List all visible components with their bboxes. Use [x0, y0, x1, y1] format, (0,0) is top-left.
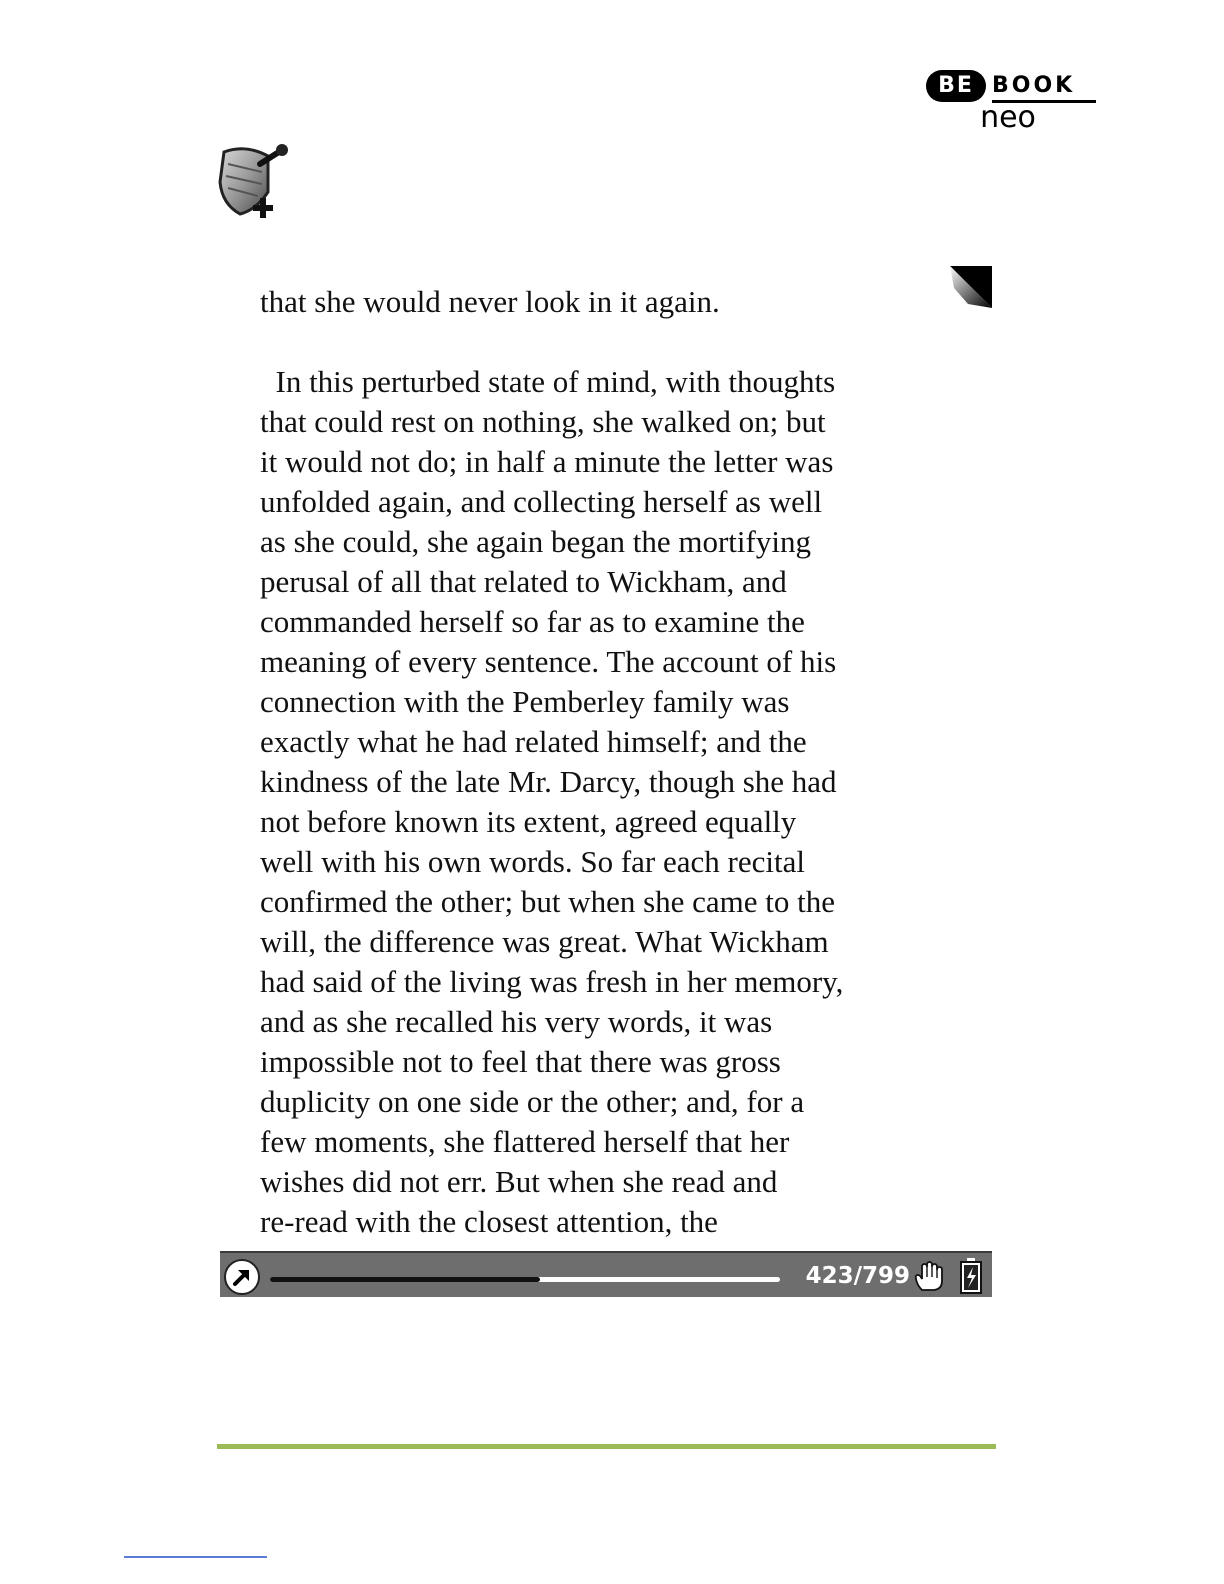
text-line: not before known its extent, agreed equally: [260, 804, 797, 839]
text-line: it would not do; in half a minute the letter was: [260, 444, 834, 479]
text-line: well with his own words. So far each recital: [260, 844, 805, 879]
logo-model: neo: [980, 100, 1036, 135]
status-bar: [220, 1251, 992, 1297]
goto-page-button[interactable]: [224, 1259, 260, 1295]
add-bookmark-button[interactable]: [216, 142, 292, 220]
footnote-separator: [124, 1556, 267, 1558]
book-page-text: [260, 282, 960, 1242]
text-line: re-read with the closest attention, the: [260, 1204, 718, 1239]
hand-tool-button[interactable]: [912, 1259, 946, 1293]
text-line: perusal of all that related to Wickham, and: [260, 564, 787, 599]
text-line: kindness of the late Mr. Darcy, though she had: [260, 764, 837, 799]
footer-divider: [217, 1444, 996, 1449]
text-line: that she would never look in it again.: [260, 284, 720, 319]
bookmark-add-icon: [216, 142, 292, 220]
text-line: connection with the Pemberley family was: [260, 684, 790, 719]
text-line: exactly what he had related himself; and the: [260, 724, 807, 759]
text-line: few moments, she flattered herself that her: [260, 1124, 790, 1159]
text-line: will, the difference was great. What Wickham: [260, 924, 829, 959]
goto-arrow-icon: [226, 1261, 258, 1293]
text-line: wishes did not err. But when she read and: [260, 1164, 778, 1199]
logo-word: BOOK: [992, 72, 1096, 103]
text-line: commanded herself so far as to examine the: [260, 604, 805, 639]
reading-progress-fill: [270, 1277, 540, 1282]
text-line: and as she recalled his very words, it was: [260, 1004, 773, 1039]
reading-progress-bar[interactable]: [270, 1277, 780, 1282]
text-line: In this perturbed state of mind, with thoughts: [260, 364, 836, 399]
bebook-neo-logo: [926, 68, 1096, 138]
text-line: that could rest on nothing, she walked on; but: [260, 404, 826, 439]
text-line: had said of the living was fresh in her memory,: [260, 964, 844, 999]
text-line: as she could, she again began the mortifying: [260, 524, 811, 559]
text-line: meaning of every sentence. The account of his: [260, 644, 837, 679]
text-line: confirmed the other; but when she came to the: [260, 884, 836, 919]
battery-icon: [958, 1257, 984, 1295]
page-indicator[interactable]: 423/799: [805, 1263, 910, 1289]
hand-icon: [912, 1259, 946, 1293]
text-line: unfolded again, and collecting herself as well: [260, 484, 823, 519]
text-line: duplicity on one side or the other; and, for a: [260, 1084, 805, 1119]
battery-status: [958, 1257, 984, 1295]
logo-badge: BE: [926, 70, 986, 102]
text-line: impossible not to feel that there was gross: [260, 1044, 781, 1079]
